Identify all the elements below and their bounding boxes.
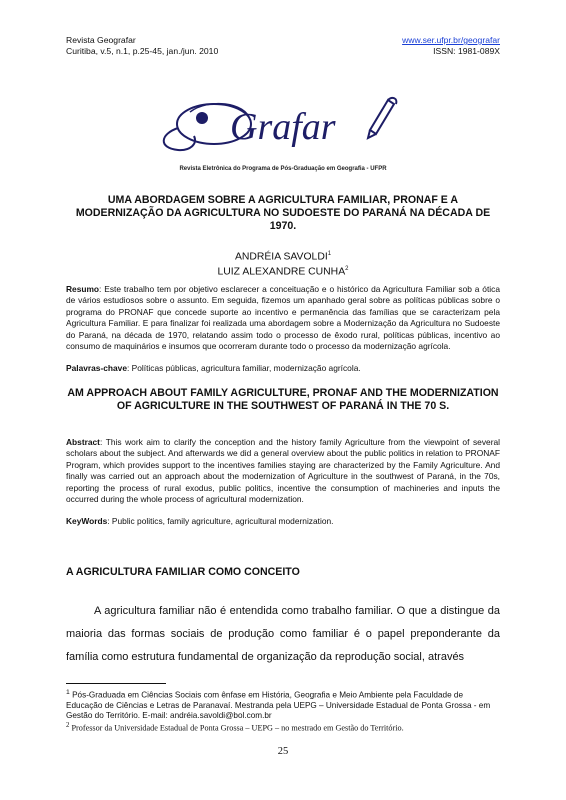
issn: ISSN: 1981-089X	[433, 45, 500, 56]
footnote-rule	[66, 683, 166, 684]
body-text: A agricultura familiar não é entendida como trabalho familiar. O que a distingue da maioria das formas sociais de produção como familiar é o papel preponderante da família como estrutura fundamental de organização da reprodução social, através	[66, 605, 500, 663]
author-name: ANDRÉIA SAVOLDI	[234, 251, 328, 263]
palavras-label: Palavras-chave	[66, 363, 127, 373]
paper-title-en: AM APPROACH ABOUT FAMILY AGRICULTURE, PRONAF AND THE MODERNIZATION OF AGRICULTURE IN THE SOUTHWEST OF PARANÁ IN THE 70 S.	[67, 387, 499, 413]
palavras-text: : Políticas públicas, agricultura familiar, modernização agrícola.	[127, 363, 361, 373]
keywords-text: : Public politics, family agriculture, agricultural modernization.	[107, 516, 334, 526]
resumo-label: Resumo	[66, 284, 100, 294]
running-header-left	[66, 35, 218, 56]
geografar-logo	[150, 94, 410, 156]
abstract-block	[66, 437, 500, 505]
page-number: 25	[277, 746, 289, 757]
footnote-mark: 1	[327, 251, 332, 257]
author-name: LUIZ ALEXANDRE CUNHA	[217, 266, 346, 278]
footnote-mark: 1	[66, 689, 70, 696]
journal-url-link[interactable]: www.ser.ufpr.br/geografar	[402, 35, 500, 45]
abstract-text: : This work aim to clarify the conception and the history family Agriculture from the viewpoint of several scholars about the subject. And afterwards we did a general overview about the public politics in relation to PRONAF Program, which provides support to the incentives families staying are characterized by the Family Agriculture. And finally was carried out an approach about the modernization of Agriculture in the southwest of Paraná, in the 70s, reporting the process of rural exodus, public politics, incentive the consumption of machineries and inputs the occurred during the whole process of agricultural modernization.	[66, 437, 500, 505]
keywords	[66, 516, 500, 527]
footnote-2	[66, 721, 500, 734]
author-2	[66, 263, 500, 278]
footnote-1	[66, 688, 500, 722]
body-paragraph	[66, 600, 500, 669]
author-1	[66, 248, 500, 263]
abstract-label: Abstract	[66, 437, 100, 447]
resumo-block	[66, 284, 500, 352]
footnote-mark: 2	[66, 722, 70, 729]
footnote-text: Professor da Universidade Estadual de Ponta Grossa – UEPG – no mestrado em Gestão do Território.	[69, 723, 404, 733]
footnote-text: Pós-Graduada em Ciências Sociais com ênfase em História, Geografia e Meio Ambiente pela Faculdade de Educação de Ciências e Letras de Paranavaí. Mestranda pela UEPG – Universidade Estadual de Ponta Grossa - em Gestão do Território. E-mail: andréia.savoldi@bol.com.br	[66, 690, 491, 721]
footnote-mark: 2	[345, 266, 349, 273]
paper-title-pt: UMA ABORDAGEM SOBRE A AGRICULTURA FAMILIAR, PRONAF E A MODERNIZAÇÃO DA AGRICULTURA NO SUDOESTE DO PARANÁ NA DÉCADA DE 1970.	[75, 194, 491, 233]
palavras-chave	[66, 363, 500, 374]
author-list	[66, 248, 500, 279]
running-header-right	[402, 35, 500, 56]
resumo-text: : Este trabalho tem por objetivo esclarecer a conceituação e o histórico da Agricultura Familiar sob a ótica de vários estudiosos sobre o assunto. Em seguida, fizemos um apanhado geral sobre as políticas públicas sobre o programa do PRONAF que concede suporte ao incentivo e permanência das famílias que se caracterizam pela Agricultura Familiar. E para finalizar foi realizada uma abordagem sobre a Modernização da Agricultura no Sudoeste do Paraná, na década de 1970, relatando assim todo o processo de êxodo rural, políticas públicas, incentivo ao consumo de maquinários e insumos que ocorreram durante todo o processo da modernização agrícola.	[66, 284, 500, 352]
journal-name: Revista Geografar	[66, 35, 136, 45]
keywords-label: KeyWords	[66, 516, 108, 526]
citation: Curitiba, v.5, n.1, p.25-45, jan./jun. 2010	[66, 45, 219, 56]
logo-subtitle: Revista Eletrônica do Programa de Pós-Graduação em Geografia - UFPR	[179, 166, 387, 172]
logo-wordmark: Grafar	[230, 106, 336, 148]
section-heading: A AGRICULTURA FAMILIAR COMO CONCEITO	[66, 566, 300, 578]
